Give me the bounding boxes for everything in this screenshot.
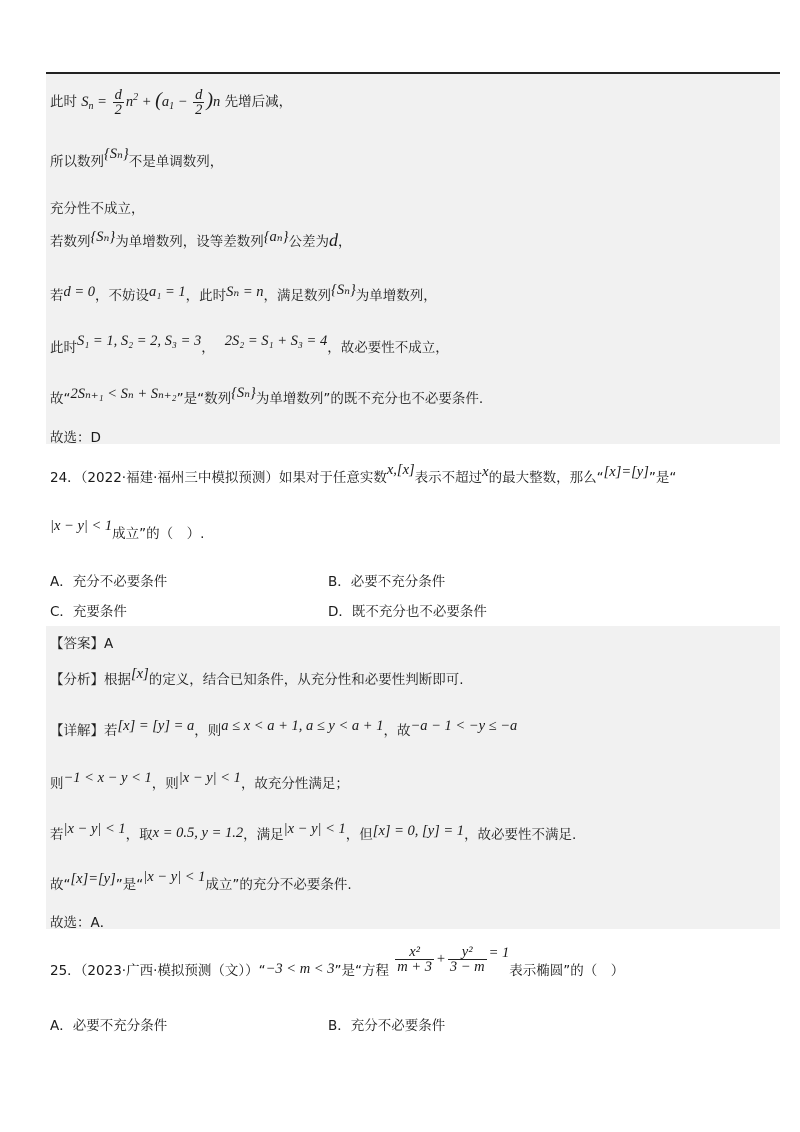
text: 表示椭圆”的（ ）: [509, 963, 625, 979]
text: 若数列: [50, 234, 91, 250]
text: 【分析】根据: [50, 672, 131, 688]
text: 为单增数列，: [355, 288, 437, 304]
sol24-detail-3: [50, 823, 576, 844]
text: ”是“: [648, 470, 677, 486]
text: 为单增数列，设等差数列: [115, 234, 264, 250]
q24-option-b: B．必要不充分条件: [328, 574, 446, 590]
text: ，: [201, 340, 215, 356]
text: ，满足: [243, 827, 284, 843]
text: ，但: [345, 827, 373, 843]
q24-option-a: A．充分不必要条件: [50, 574, 168, 590]
math-m-range: −3 < m < 3: [265, 961, 335, 977]
math-floor-eq: [x]=[y]: [603, 464, 649, 480]
q25-option-b: B．充分不必要条件: [328, 1018, 446, 1034]
frac2-numerator: y²: [448, 945, 487, 960]
plus-sign: +: [436, 950, 446, 967]
math-d-zero: d = 0: [63, 284, 96, 300]
text: ，此时: [185, 288, 227, 304]
text: ”是“数列: [176, 391, 232, 407]
text: 故“: [50, 391, 71, 407]
math-s-values: S₁ = 1, S₂ = 2, S₃ = 3: [77, 333, 202, 349]
text: ，故必要性不成立，: [327, 340, 449, 356]
text: 成立”的（ ）.: [112, 526, 205, 542]
sol24-choice: 故选：A．: [50, 915, 114, 931]
math-sn-seq: {Sₙ}: [231, 385, 256, 401]
math-inequality: 2Sₙ₊₁ < Sₙ + Sₙ₊₂: [70, 386, 177, 402]
text: 25．（2023·广西·模拟预测（文））“: [50, 963, 266, 979]
formula-sn: $S_n$ = $\frac{d}{2}$ $n^2 + (a_1$ − $\frac{d}{2}$ )n: [81, 87, 221, 118]
math-floor-values: [x] = 0, [y] = 1: [372, 823, 465, 839]
sol23-line-6: [50, 333, 449, 357]
text: 则: [50, 776, 64, 792]
math-a1: a₁ = 1: [149, 284, 186, 300]
math-sn-seq: {Sₙ}: [331, 282, 356, 298]
math-floor-a: [x] = [y] = a: [117, 718, 195, 734]
text: ，则: [194, 723, 222, 739]
text: ”是“方程: [334, 963, 389, 979]
text: 先增后减，: [224, 93, 293, 110]
math-abs-diff: |x − y| < 1: [178, 770, 241, 786]
math-range: a ≤ x < a + 1, a ≤ y < a + 1: [221, 718, 384, 734]
math-2s2: 2S₂ = S₁ + S₃ = 4: [224, 333, 328, 349]
frac1-denominator: m + 3: [397, 959, 433, 975]
text: 不是单调数列，: [128, 154, 224, 170]
text: 【详解】若: [50, 723, 118, 739]
sol23-choice: 故选：D: [50, 430, 101, 446]
sol23-line-1: [50, 88, 292, 117]
text: 公差为: [288, 234, 329, 250]
text: 所以数列: [50, 154, 104, 170]
math-floor-x: [x]: [131, 666, 149, 682]
math-neg-range: −a − 1 < −y ≤ −a: [410, 718, 518, 734]
equals-one: = 1: [488, 944, 510, 961]
sol23-line-5: [50, 284, 437, 305]
text: ，故充分性满足；: [240, 776, 349, 792]
frac1-numerator: x²: [395, 945, 434, 960]
sol23-line-7: [50, 387, 483, 408]
text: ，满足数列: [263, 288, 332, 304]
sol24-detail-1: [50, 719, 517, 740]
math-sn-n: Sₙ = n: [226, 284, 264, 300]
q24-line-2: [50, 518, 205, 543]
text: ，不妨设: [95, 288, 150, 304]
text: 若: [50, 827, 64, 843]
text: 成立”的充分不必要条件.: [205, 877, 352, 893]
text: ，取: [125, 827, 153, 843]
sol24-answer: 【答案】A: [50, 636, 114, 652]
math-x-floor: x,[x]: [386, 462, 415, 478]
text: ，故: [383, 723, 411, 739]
math-abs-diff: |x − y| < 1: [63, 821, 126, 837]
math-abs-diff: |x − y| < 1: [50, 518, 113, 534]
math-sn-seq: {Sₙ}: [104, 146, 129, 162]
sol23-line-3: 充分性不成立，: [50, 201, 145, 217]
q25-option-a: A．必要不充分条件: [50, 1018, 168, 1034]
text: ”是“: [115, 877, 144, 893]
text: 此时: [50, 340, 77, 356]
sol24-detail-2: [50, 772, 349, 793]
sol23-line-4: [50, 230, 351, 251]
math-an-seq: {aₙ}: [263, 229, 289, 245]
text: 表示不超过: [414, 470, 483, 486]
q24-option-d: D．既不充分也不必要条件: [328, 604, 487, 620]
q25-line-1: [50, 944, 625, 979]
text: ，故必要性不满足.: [464, 827, 577, 843]
math-x: x: [482, 464, 489, 480]
math-diff-range: −1 < x − y < 1: [63, 770, 152, 786]
text: 若: [50, 288, 64, 304]
text: 的最大整数，那么“: [488, 470, 604, 486]
sol24-conclusion: [50, 869, 352, 894]
text: ，则: [151, 776, 179, 792]
sol24-analysis: [50, 668, 464, 689]
text: 的定义，结合已知条件，从充分性和必要性判断即可.: [148, 672, 464, 688]
text: 24．（2022·福建·福州三中模拟预测）如果对于任意实数: [50, 470, 387, 486]
math-abs-diff: |x − y| < 1: [143, 869, 206, 885]
sol23-line-2: [50, 146, 224, 171]
text: 此时: [50, 93, 77, 110]
frac2-denominator: 3 − m: [449, 959, 485, 975]
math-abs-diff: |x − y| < 1: [283, 821, 346, 837]
math-values: x = 0.5, y = 1.2: [152, 825, 244, 841]
text: ，: [337, 234, 352, 250]
q24-line-1: [50, 462, 677, 487]
math-floor-eq: [x]=[y]: [70, 871, 116, 887]
q24-option-c: C．充要条件: [50, 604, 127, 620]
math-sn-seq: {Sₙ}: [90, 229, 116, 245]
math-ellipse-equation: [393, 945, 509, 974]
math-d: d: [328, 230, 338, 250]
text: 故“: [50, 877, 71, 893]
text: 为单增数列”的既不充分也不必要条件.: [255, 391, 484, 407]
